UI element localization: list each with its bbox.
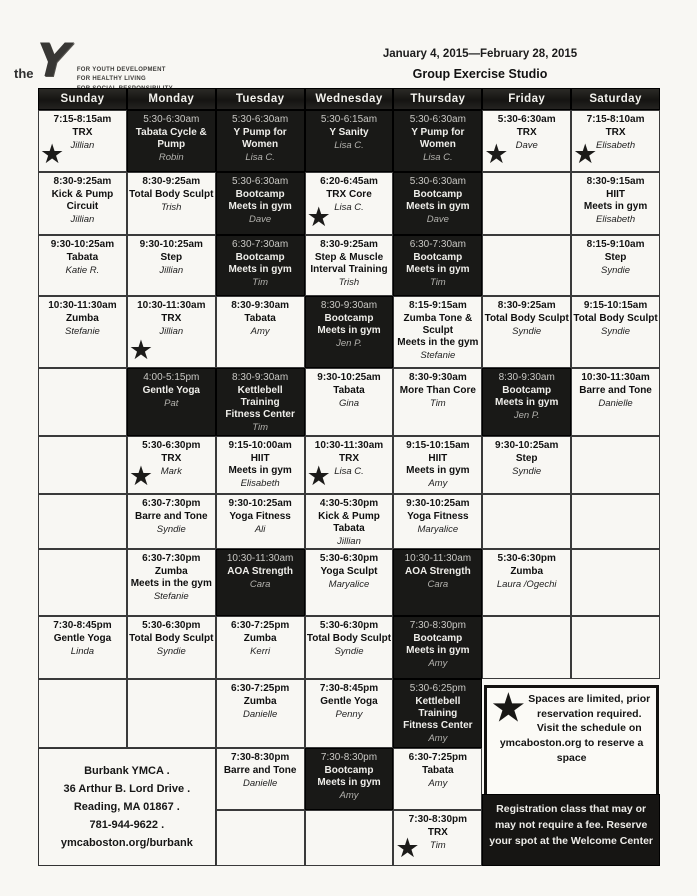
class-time: 4:00-5:15pm [143,372,200,383]
class-time: 5:30-6:30am [232,176,289,187]
class-time: 5:30-6:30pm [142,620,201,631]
class-title: Y Pump for Women [233,126,287,150]
class-title: TRX [516,126,537,138]
class-cell [305,368,394,436]
class-instructor: Amy [428,657,448,669]
class-instructor: Katie R. [65,264,100,276]
class-cell [393,810,482,866]
class-time: 6:30-7:30am [409,239,466,250]
class-cell [127,296,216,368]
address-block [38,748,216,866]
address-line: 781-944-9622 . [89,819,165,832]
class-instructor: Robin [158,151,184,163]
day-header-saturday: Saturday [571,88,660,110]
tagline-line: FOR YOUTH DEVELOPMENT [76,67,166,73]
class-time: 7:30-8:30pm [320,752,378,763]
class-note: Meets in gym [495,396,559,408]
class-instructor: Lisa C. [245,151,275,163]
class-instructor: Pat [164,397,179,409]
class-title: Y Pump for Women [411,126,465,150]
class-time: 8:30-9:30am [231,300,290,311]
class-instructor: Tim [252,276,268,288]
class-title: Zumba [66,312,99,324]
class-instructor: Stefanie [64,325,100,337]
star-icon: ★ [573,139,598,169]
class-time: 8:15-9:15am [408,300,467,311]
class-title: Bootcamp [324,312,374,324]
class-cell [482,368,571,436]
title-block [360,48,600,81]
class-time: 8:30-9:30am [408,372,467,383]
address-line: 36 Arthur B. Lord Drive . [63,782,191,795]
class-cell [216,110,305,172]
class-note: Meets in gym [406,200,470,212]
empty-cell [482,616,571,679]
class-cell [305,679,394,748]
schedule-grid [38,88,660,866]
class-cell [38,110,127,172]
class-time: 5:30-6:30am [497,114,556,125]
class-time: 7:15-8:10am [586,114,645,125]
class-instructor: Dave [249,213,272,225]
class-instructor: Dave [515,139,538,151]
class-instructor: Tim [429,397,446,409]
class-cell [305,296,394,368]
class-title: TRX [338,452,359,464]
class-instructor: Amy [428,477,448,489]
class-title: Zumba Tone & Sculpt [403,312,473,336]
class-title: Bootcamp [235,188,285,200]
class-time: 8:30-9:25am [53,176,112,187]
class-cell [305,549,394,616]
class-title: Barre and Tone [579,384,652,396]
class-title: Bootcamp [413,632,463,644]
class-title: Yoga Fitness [407,510,469,522]
class-title: Step [515,452,538,464]
class-instructor: Danielle [242,708,278,720]
class-time: 9:15-10:00am [228,440,292,451]
class-note: Meets in gym [317,324,381,336]
class-cell [38,296,127,368]
day-header-thursday: Thursday [393,88,482,110]
class-time: 8:30-9:30am [232,372,289,383]
class-time: 5:30-6:30pm [319,620,379,631]
class-time: 10:30-11:30am [137,300,206,311]
tagline-line: FOR HEALTHY LIVING [76,76,146,83]
class-title: Yoga Fitness [229,510,291,522]
class-title: Gentle Yoga [53,632,112,644]
star-icon: ★ [492,687,525,728]
logo-y-mark: Y [28,33,76,87]
class-cell [127,494,216,549]
class-instructor: Syndie [512,465,542,477]
class-cell [216,368,305,436]
class-instructor: Mark [160,465,182,477]
class-instructor: Syndie [601,264,631,276]
empty-cell [38,549,127,616]
class-time: 8:15-9:10am [586,239,645,250]
class-title: Bootcamp [413,251,463,263]
class-cell [571,296,660,368]
class-cell [38,235,127,296]
class-instructor: Jillian [70,213,95,225]
empty-cell [38,494,127,549]
class-note: Meets in gym [317,776,381,788]
class-title: TRX [427,826,448,838]
class-cell [393,172,482,235]
class-title: Zumba [510,565,544,577]
class-title: Tabata [66,251,99,263]
star-icon: ★ [306,461,331,491]
day-header-wednesday: Wednesday [305,88,394,110]
class-cell [38,172,127,235]
class-instructor: Tim [252,421,268,433]
class-time: 6:30-7:25pm [230,620,290,631]
class-note: Meets in gym [406,263,470,275]
ymca-logo [14,33,173,94]
star-icon: ★ [484,139,509,169]
class-cell [393,679,482,748]
class-note: Meets in the gym [397,336,479,348]
class-cell [216,494,305,549]
class-note: Meets in the gym [130,577,212,589]
class-time: 5:30-6:25pm [409,683,466,694]
class-time: 9:15-10:15am [406,440,470,451]
class-instructor: Dave [426,213,449,225]
class-note: Meets in gym [406,464,470,476]
star-icon: ★ [40,139,65,169]
class-instructor: Syndie [156,645,186,657]
class-instructor: Kerri [250,645,271,657]
class-time: 5:30-6:30pm [319,553,379,564]
class-title: Zumba [243,695,277,707]
class-cell [393,110,482,172]
empty-cell [571,494,660,549]
class-time: 10:30-11:30am [314,440,384,451]
class-instructor: Stefanie [153,590,189,602]
star-icon: ★ [128,335,154,365]
class-time: 7:30-8:30pm [408,814,468,825]
class-cell [38,616,127,679]
class-instructor: Lisa C. [334,465,364,477]
address-line: ymcaboston.org/burbank [60,837,193,850]
class-cell [127,616,216,679]
class-time: 8:30-9:25am [497,300,556,311]
class-cell [216,296,305,368]
class-instructor: Ali [254,523,266,535]
class-title: Tabata Cycle & Pump [135,126,207,150]
class-time: 10:30-11:30am [226,553,294,564]
class-title: Step [604,251,627,263]
class-instructor: Lisa C. [423,151,453,163]
class-time: 5:30-6:30am [143,114,200,125]
class-time: 8:30-9:30am [498,372,555,383]
class-instructor: Syndie [334,645,364,657]
class-title: Tabata [333,384,365,396]
class-cell [305,748,394,810]
class-title: Bootcamp [324,764,374,776]
class-cell [305,172,394,235]
class-cell [571,172,660,235]
class-cell [482,549,571,616]
star-icon: ★ [306,202,331,232]
class-cell [216,748,305,810]
class-title: TRX Core [326,188,372,200]
registration-note-box [482,794,660,866]
class-instructor: Tim [429,839,446,851]
class-time: 6:30-7:25pm [230,683,290,694]
class-time: 8:30-9:30am [320,300,378,311]
empty-cell [482,172,571,235]
class-title: Bootcamp [235,251,285,263]
day-header-monday: Monday [127,88,216,110]
class-title: Tabata [244,312,276,324]
class-title: More Than Core [399,384,476,396]
class-instructor: Jillian [159,264,184,276]
class-title: Bootcamp [502,384,552,396]
class-instructor: Cara [427,578,449,590]
class-time: 8:30-9:15am [586,176,645,187]
class-title: Total Body Sculpt [129,632,214,644]
class-time: 9:30-10:25am [406,498,470,509]
class-time: 9:15-10:15am [583,300,648,311]
class-instructor: Elisabeth [240,477,280,489]
class-time: 9:30-10:25am [139,239,203,250]
class-time: 10:30-11:30am [404,553,472,564]
class-note: Fitness Center [225,408,295,420]
class-note: Fitness Center [403,719,473,731]
class-instructor: Danielle [598,397,633,409]
class-title: Kick & Pump Circuit [51,188,114,212]
class-instructor: Jillian [337,535,361,547]
star-icon: ★ [395,833,420,863]
class-instructor: Trish [338,276,360,288]
class-cell [393,296,482,368]
class-cell [393,235,482,296]
class-title: HIIT [250,452,270,464]
reservation-note-box [484,685,659,802]
logo-the-text: the [14,66,34,81]
class-time: 8:30-9:25am [142,176,201,187]
class-title: Step & Muscle Interval Training [310,251,388,275]
class-cell [482,110,571,172]
empty-cell [127,679,216,748]
class-cell [305,436,394,494]
empty-cell [305,810,394,866]
class-instructor: Syndie [512,325,542,337]
class-time: 9:30-10:25am [228,498,292,509]
class-cell [393,616,482,679]
class-cell [216,235,305,296]
class-instructor: Lisa C. [334,201,364,213]
class-instructor: Elisabeth [596,139,636,151]
empty-cell [482,494,571,549]
page-title: Group Exercise Studio [412,67,548,81]
class-instructor: Lisa C. [334,139,364,151]
class-time: 5:30-6:30am [409,176,466,187]
day-header-sunday: Sunday [38,88,127,110]
class-time: 4:30-5:30pm [319,498,379,509]
class-time: 5:30-6:15am [320,114,378,125]
class-title: TRX [72,126,93,138]
class-time: 9:30-10:25am [317,372,381,383]
class-instructor: Amy [428,732,448,744]
class-time: 7:30-8:45pm [319,683,379,694]
class-instructor: Stefanie [420,349,456,361]
class-title: Gentle Yoga [320,695,378,707]
class-note: Meets in gym [228,200,292,212]
class-cell [571,368,660,436]
class-cell [393,748,482,810]
class-instructor: Maryalice [417,523,459,535]
class-title: Total Body Sculpt [129,188,214,200]
registration-note-text: Registration class that may or may not require a fee. Reserve your spot at the Welcome Center [489,803,654,847]
class-cell [216,679,305,748]
empty-cell [38,368,127,436]
class-time: 10:30-11:30am [48,300,117,311]
class-cell [216,436,305,494]
class-title: Zumba [154,565,188,577]
class-instructor: Jen P. [336,337,362,349]
empty-cell [482,235,571,296]
class-title: Barre and Tone [223,764,297,776]
class-cell [393,494,482,549]
class-time: 5:30-6:30pm [497,553,556,564]
class-note: Meets in gym [583,200,648,212]
class-instructor: Tim [429,276,446,288]
class-title: Gentle Yoga [142,384,200,396]
class-title: TRX [605,126,626,138]
class-time: 6:30-7:30pm [142,553,201,564]
class-cell [482,436,571,494]
class-title: TRX [161,312,182,324]
class-instructor: Jillian [70,139,95,151]
class-title: Zumba [243,632,277,644]
class-cell [127,235,216,296]
class-title: TRX [161,452,182,464]
class-title: AOA Strength [404,565,471,577]
class-title: HIIT [606,188,625,200]
date-range: January 4, 2015—February 28, 2015 [382,48,578,60]
class-instructor: Syndie [156,523,186,535]
class-instructor: Trish [161,201,182,213]
class-cell [571,235,660,296]
class-title: Total Body Sculpt [484,312,569,324]
class-time: 6:20-6:45am [320,176,378,187]
address-line: Reading, MA 01867 . [73,800,180,813]
class-instructor: Elisabeth [596,213,636,225]
day-header-friday: Friday [482,88,571,110]
class-cell [393,436,482,494]
class-instructor: Penny [335,708,363,720]
class-time: 5:30-6:30pm [142,440,201,451]
class-cell [393,549,482,616]
class-instructor: Danielle [242,777,278,789]
class-title: Kettlebell Training [237,384,283,408]
class-note: Meets in gym [406,644,470,656]
class-title: Tabata [422,764,454,776]
class-title: Kettlebell Training [415,695,461,719]
class-instructor: Jillian [159,325,184,337]
class-instructor: Jen P. [513,409,540,421]
class-cell [127,368,216,436]
class-instructor: Amy [339,789,359,801]
class-cell [305,616,394,679]
day-header-tuesday: Tuesday [216,88,305,110]
class-instructor: Gina [338,397,360,409]
class-time: 9:30-10:25am [50,239,115,250]
class-title: Y Sanity [329,126,369,138]
reservation-note-text: Spaces are limited, prior reservation required. Visit the schedule on ymcaboston.org to reserve a space [499,693,651,764]
class-cell [216,172,305,235]
class-instructor: Syndie [601,325,631,337]
class-cell [305,110,394,172]
empty-cell [216,810,305,866]
class-time: 7:30-8:30pm [230,752,290,763]
class-time: 10:30-11:30am [581,372,650,383]
class-instructor: Linda [70,645,95,657]
class-cell [305,235,394,296]
class-instructor: Maryalice [328,578,370,590]
class-time: 7:30-8:45pm [53,620,112,631]
address-line: Burbank YMCA . [84,764,170,777]
class-cell [127,172,216,235]
class-time: 6:30-7:25pm [408,752,468,763]
class-instructor: Amy [428,777,448,789]
class-cell [127,110,216,172]
class-cell [127,549,216,616]
class-cell [216,616,305,679]
class-cell [305,494,394,549]
class-cell [393,368,482,436]
class-cell [482,296,571,368]
document-header [0,0,697,88]
star-icon: ★ [128,461,154,491]
class-cell [216,549,305,616]
empty-cell [571,436,660,494]
class-note: Meets in gym [228,464,292,476]
class-instructor: Laura /Ogechi [496,578,557,590]
class-time: 7:30-8:30pm [409,620,466,631]
class-note: Meets in gym [228,263,292,275]
class-title: Yoga Sculpt [320,565,378,577]
class-time: 7:15-8:15am [53,114,112,125]
class-title: AOA Strength [227,565,293,577]
class-time: 5:30-6:30am [409,114,466,125]
class-title: Bootcamp [413,188,463,200]
class-title: HIIT [428,452,448,464]
class-title: Total Body Sculpt [573,312,658,324]
empty-cell [571,549,660,616]
class-time: 8:30-9:25am [320,239,378,250]
class-title: Step [160,251,183,263]
class-time: 9:30-10:25am [495,440,559,451]
empty-cell [38,436,127,494]
class-time: 5:30-6:30am [232,114,289,125]
class-cell [127,436,216,494]
class-time: 6:30-7:30pm [142,498,201,509]
class-cell [571,110,660,172]
empty-cell [571,616,660,679]
class-title: Total Body Sculpt [306,632,392,644]
class-title: Barre and Tone [134,510,208,522]
empty-cell [38,679,127,748]
class-title: Kick & Pump Tabata [318,510,380,534]
class-instructor: Cara [249,578,271,590]
class-instructor: Amy [250,325,270,337]
class-time: 6:30-7:30am [232,239,289,250]
